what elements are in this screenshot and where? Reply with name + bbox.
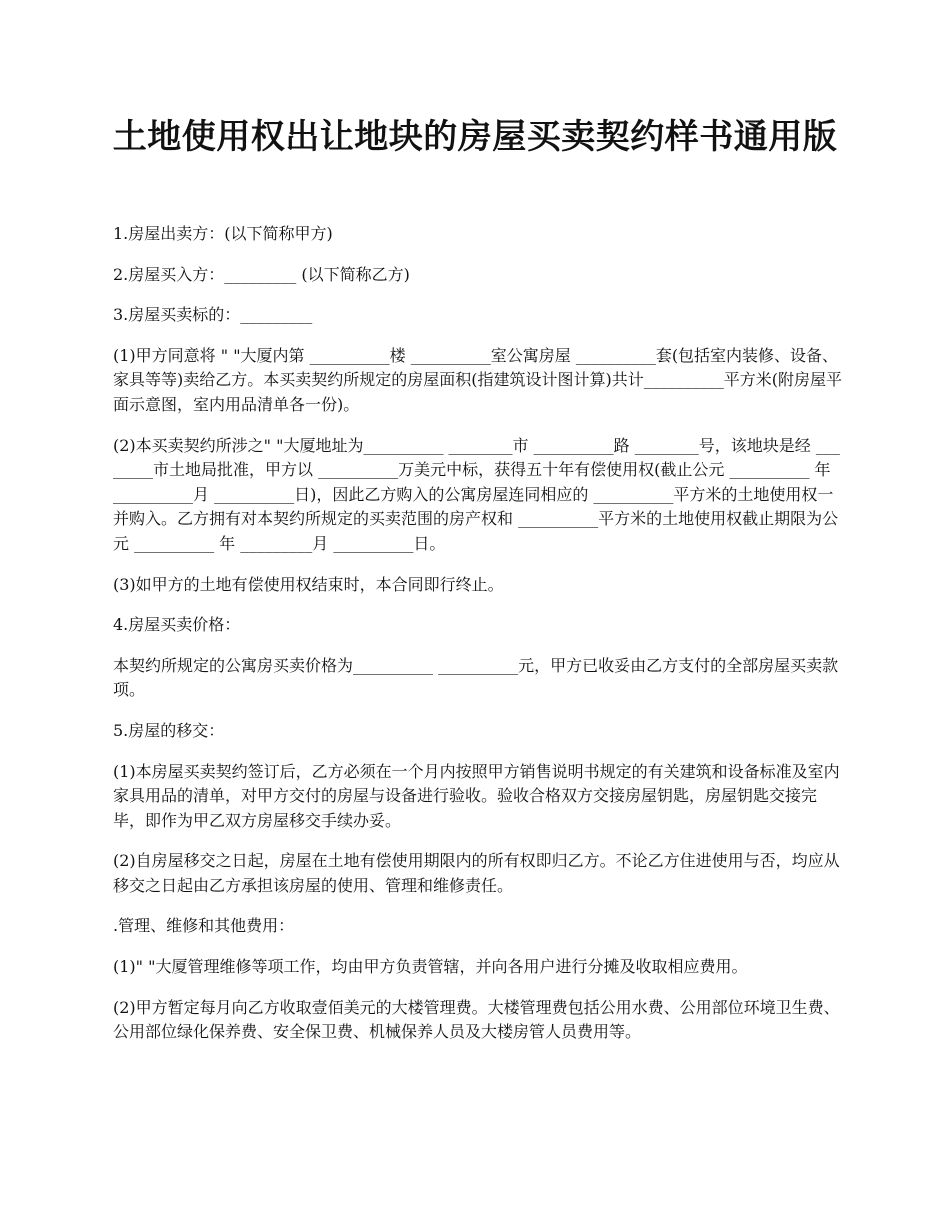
clause-management-item-1: (1)" "大厦管理维修等项工作，均由甲方负责管辖，并向各用户进行分摊及收取相应费用。: [113, 957, 748, 977]
clause-management-item-2: (2)甲方暂定每月向乙方收取壹佰美元的大楼管理费。大楼管理费包括公用水费、公用部位环境卫生费、公用部位绿化保养费、安全保卫费、机械保养人员及大楼房管人员费用等。: [113, 997, 840, 1042]
clause-buyer: 2.房屋买入方：_________ (以下简称乙方): [113, 264, 410, 284]
clause-price: 4.房屋买卖价格：: [113, 615, 241, 635]
document-body: [113, 222, 843, 1061]
clause-handover: 5.房屋的移交：: [113, 720, 225, 740]
clause-management: .管理、维修和其他费用：: [113, 916, 295, 936]
document-title: 土地使用权出让地块的房屋买卖契约样书通用版: [112, 117, 838, 157]
clause-handover-item-2: (2)自房屋移交之日起，房屋在土地有偿使用期限内的所有权即归乙方。不论乙方住进使用与否，均应从移交之日起由乙方承担该房屋的使用、管理和维修责任。: [113, 851, 840, 895]
clause-subject-item-2: (2)本买卖契约所涉之" "大厦地址为__________ ________市 __________路 ________号，该地块是经 ________市土地局批准，甲方以 __________万美元中标，获得五十年有偿使用权(截止公元 __________ 年 __________月 __________日)，因此乙方购入的公寓房屋连同相应的 __________平方米的土地使用权一并购入。乙方拥有对本契约所规定的买卖范围的房产权和 __________平方米的土地使用权截止期限为公元 __________ 年 _________月 __________日。: [113, 435, 840, 553]
clause-subject: 3.房屋买卖标的：_________: [113, 305, 313, 325]
clause-subject-item-3: (3)如甲方的土地有偿使用权结束时，本合同即行终止。: [113, 574, 504, 594]
clause-price-detail: 本契约所规定的公寓房买卖价格为__________ __________元，甲方已收妥由乙方支付的全部房屋买卖款项。: [113, 655, 839, 700]
clause-subject-item-1: (1)甲方同意将 " "大厦内第 __________楼 __________室公寓房屋 __________套(包括室内装修、设备、家具等等)卖给乙方。本买卖契约所规定的房屋面积(指建筑设计图计算)共计__________平方米(附房屋平面示意图，室内用品清单各一份)。: [113, 345, 842, 414]
clause-seller: 1.房屋出卖方：(以下简称甲方): [113, 224, 333, 243]
clause-handover-item-1: (1)本房屋买卖契约签订后，乙方必须在一个月内按照甲方销售说明书规定的有关建筑和设备标准及室内家具用品的清单，对甲方交付的房屋与设备进行验收。验收合格双方交接房屋钥匙，房屋钥匙交接完毕，即作为甲乙双方房屋移交手续办妥。: [113, 761, 840, 830]
